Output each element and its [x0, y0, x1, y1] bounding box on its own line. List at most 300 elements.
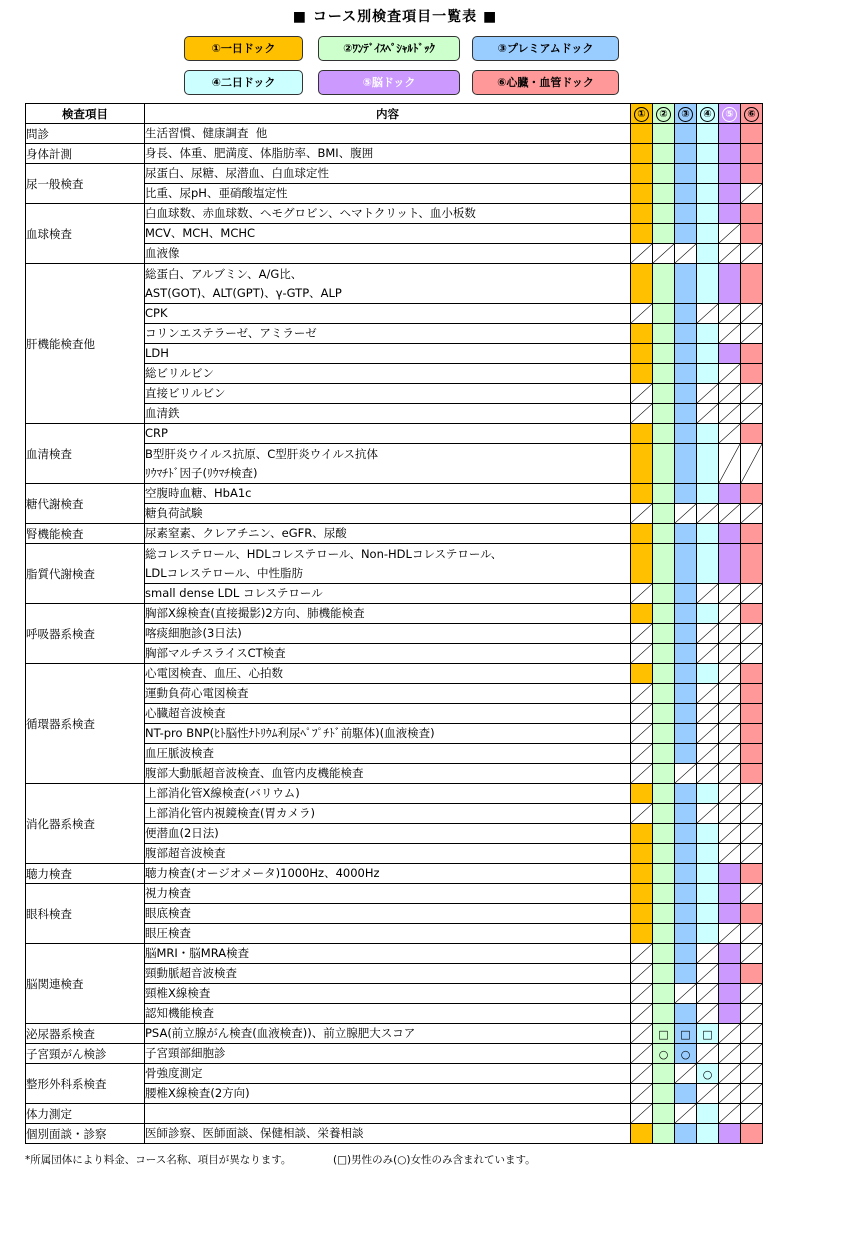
course-1-cell [631, 1084, 653, 1104]
course-2-cell [653, 984, 675, 1004]
item-cell: 尿蛋白、尿糖、尿潜血、白血球定性 [145, 164, 631, 184]
category-cell: 糖代謝検査 [26, 484, 145, 524]
course-3-cell [675, 164, 697, 184]
course-1-cell [631, 604, 653, 624]
category-cell: 尿一般検査 [26, 164, 145, 204]
female-only-mark: ○ [680, 1047, 691, 1061]
course-4-cell [697, 124, 719, 144]
course-1-cell [631, 824, 653, 844]
item-cell: コリンエステラーゼ、アミラーゼ [145, 324, 631, 344]
course-4-cell [697, 804, 719, 824]
not-included-slash [697, 384, 718, 403]
course-6-cell [741, 604, 763, 624]
table-row [26, 784, 763, 804]
course-2-cell [653, 404, 675, 424]
table-row [26, 524, 763, 544]
course-2-cell [653, 264, 675, 304]
not-included-slash [631, 1024, 652, 1043]
course-4-cell [697, 684, 719, 704]
course-3-cell [675, 864, 697, 884]
course-5-cell [719, 784, 741, 804]
course-4-cell [697, 264, 719, 304]
course-2-cell [653, 184, 675, 204]
not-included-slash [675, 1064, 696, 1083]
course-4-cell [697, 324, 719, 344]
course-4-cell [697, 384, 719, 404]
course-2-cell [653, 484, 675, 504]
not-included-slash [675, 984, 696, 1003]
course-3-cell [675, 984, 697, 1004]
course-6-cell [741, 704, 763, 724]
table-row [26, 864, 763, 884]
course-3-cell [675, 484, 697, 504]
course-5-cell [719, 504, 741, 524]
table-row [26, 544, 763, 584]
not-included-slash [631, 244, 652, 263]
item-cell: 糖負荷試験 [145, 504, 631, 524]
course-5-cell [719, 844, 741, 864]
item-cell: 医師診察、医師面談、保健相談、栄養相談 [145, 1124, 631, 1144]
course-4-cell [697, 1124, 719, 1144]
not-included-slash [697, 984, 718, 1003]
course-6-cell [741, 984, 763, 1004]
course-5-cell [719, 204, 741, 224]
course-3-cell [675, 624, 697, 644]
category-cell: 問診 [26, 124, 145, 144]
not-included-slash [741, 1024, 762, 1043]
category-cell: 子宮頸がん検診 [26, 1044, 145, 1064]
not-included-slash [697, 644, 718, 663]
course-2-cell [653, 384, 675, 404]
not-included-slash [719, 304, 740, 323]
not-included-slash [719, 744, 740, 763]
item-cell: 運動負荷心電図検査 [145, 684, 631, 704]
not-included-slash [719, 364, 740, 383]
course-1-cell [631, 944, 653, 964]
item-cell: 胸部X線検査(直接撮影)2方向、肺機能検査 [145, 604, 631, 624]
course-3-cell [675, 944, 697, 964]
table-row [26, 664, 763, 684]
not-included-slash [697, 804, 718, 823]
item-cell: 腹部大動脈超音波検査、血管内皮機能検査 [145, 764, 631, 784]
course-5-cell [719, 724, 741, 744]
course-5-cell [719, 224, 741, 244]
not-included-slash [631, 684, 652, 703]
not-included-slash [631, 744, 652, 763]
course-6-cell [741, 744, 763, 764]
not-included-slash [719, 644, 740, 663]
course-5-cell [719, 1024, 741, 1044]
course-2-cell [653, 724, 675, 744]
course-4-cell [697, 624, 719, 644]
course-2-cell [653, 344, 675, 364]
item-cell: CPK [145, 304, 631, 324]
not-included-slash [719, 604, 740, 623]
not-included-slash [631, 624, 652, 643]
course-4-cell [697, 524, 719, 544]
not-included-slash [697, 704, 718, 723]
course-3-cell [675, 544, 697, 584]
legend-course-1: ①一日ドック [184, 36, 303, 61]
course-2-cell [653, 884, 675, 904]
item-cell: 総蛋白、アルブミン、A/G比、 AST(GOT)、ALT(GPT)、γ-GTP、ALP [145, 264, 631, 304]
not-included-slash [719, 804, 740, 823]
item-cell: 心電図検査、血圧、心拍数 [145, 664, 631, 684]
course-6-cell [741, 1104, 763, 1124]
not-included-slash [631, 304, 652, 323]
course-5-cell [719, 744, 741, 764]
not-included-slash [741, 384, 762, 403]
course-5-cell [719, 1124, 741, 1144]
course-5-cell [719, 444, 741, 484]
not-included-slash [719, 1024, 740, 1043]
table-row [26, 1124, 763, 1144]
table-row [26, 204, 763, 224]
header-course-1: ① [631, 104, 653, 124]
course-5-cell [719, 304, 741, 324]
course-5-cell [719, 544, 741, 584]
course-2-cell [653, 584, 675, 604]
not-included-slash [741, 944, 762, 963]
item-cell: PSA(前立腺がん検査(血液検査))、前立腺肥大スコア [145, 1024, 631, 1044]
course-1-cell [631, 724, 653, 744]
not-included-slash [719, 784, 740, 803]
course-6-cell [741, 184, 763, 204]
course-3-cell [675, 604, 697, 624]
course-4-cell [697, 404, 719, 424]
course-2-cell [653, 664, 675, 684]
item-cell: 認知機能検査 [145, 1004, 631, 1024]
course-2-cell [653, 324, 675, 344]
course-2-cell [653, 144, 675, 164]
course-1-cell [631, 484, 653, 504]
course-5-cell [719, 904, 741, 924]
course-5-cell [719, 1064, 741, 1084]
course-4-cell [697, 944, 719, 964]
male-only-mark: □ [702, 1027, 713, 1041]
course-3-cell [675, 204, 697, 224]
course-1-cell [631, 124, 653, 144]
not-included-slash [631, 1104, 652, 1123]
not-included-slash [631, 644, 652, 663]
course-3-cell [675, 824, 697, 844]
legend-course-6: ⑥心臓・血管ドック [472, 70, 619, 95]
course-3-cell [675, 504, 697, 524]
course-4-cell [697, 764, 719, 784]
not-included-slash [741, 1044, 762, 1063]
course-1-cell [631, 444, 653, 484]
item-cell: 聴力検査(オージオメータ)1000Hz、4000Hz [145, 864, 631, 884]
category-cell: 身体計測 [26, 144, 145, 164]
not-included-slash [697, 504, 718, 523]
not-included-slash [719, 424, 740, 443]
category-cell: 血清検査 [26, 424, 145, 484]
not-included-slash [719, 384, 740, 403]
not-included-slash [719, 504, 740, 523]
female-only-mark: ○ [658, 1047, 669, 1061]
course-3-cell [675, 784, 697, 804]
course-6-cell [741, 624, 763, 644]
course-3-cell [675, 844, 697, 864]
course-2-cell [653, 524, 675, 544]
course-3-cell [675, 1044, 697, 1064]
course-5-cell [719, 824, 741, 844]
item-cell: 便潜血(2日法) [145, 824, 631, 844]
course-4-cell [697, 444, 719, 484]
not-included-slash [631, 584, 652, 603]
not-included-slash [697, 404, 718, 423]
course-4-cell [697, 1084, 719, 1104]
not-included-slash [631, 984, 652, 1003]
item-cell: B型肝炎ウイルス抗原、C型肝炎ウイルス抗体 ﾘｳﾏﾁﾄﾞ因子(ﾘｳﾏﾁ検査) [145, 444, 631, 484]
course-1-cell [631, 344, 653, 364]
course-5-cell [719, 644, 741, 664]
course-2-cell [653, 944, 675, 964]
course-5-cell [719, 764, 741, 784]
course-table [25, 103, 763, 1144]
course-3-cell [675, 324, 697, 344]
course-6-cell [741, 644, 763, 664]
not-included-slash [719, 1084, 740, 1103]
course-2-cell [653, 704, 675, 724]
course-5-cell [719, 864, 741, 884]
course-4-cell [697, 544, 719, 584]
course-3-cell [675, 184, 697, 204]
course-5-cell [719, 1084, 741, 1104]
category-cell: 肝機能検査他 [26, 264, 145, 424]
course-5-cell [719, 1004, 741, 1024]
not-included-slash [675, 764, 696, 783]
course-4-cell [697, 424, 719, 444]
table-header-row [26, 104, 763, 124]
course-4-cell [697, 364, 719, 384]
item-cell: 視力検査 [145, 884, 631, 904]
course-6-cell [741, 1024, 763, 1044]
course-6-cell [741, 404, 763, 424]
table-row [26, 1044, 763, 1064]
course-5-cell [719, 524, 741, 544]
item-cell [145, 1104, 631, 1124]
course-2-cell [653, 124, 675, 144]
category-cell: 聴力検査 [26, 864, 145, 884]
course-1-cell [631, 264, 653, 304]
not-included-slash [631, 724, 652, 743]
course-5-cell [719, 144, 741, 164]
course-4-cell [697, 344, 719, 364]
item-cell: 骨強度測定 [145, 1064, 631, 1084]
course-2-cell [653, 604, 675, 624]
course-4-cell [697, 964, 719, 984]
not-included-slash [719, 764, 740, 783]
category-cell: 循環器系検査 [26, 664, 145, 784]
not-included-slash [719, 404, 740, 423]
course-5-cell [719, 924, 741, 944]
item-cell: 血清鉄 [145, 404, 631, 424]
item-cell: 眼底検査 [145, 904, 631, 924]
course-3-cell [675, 304, 697, 324]
header-item: 検査項目 [26, 104, 145, 124]
course-5-cell [719, 884, 741, 904]
not-included-slash [719, 844, 740, 863]
course-4-cell [697, 504, 719, 524]
course-3-cell [675, 1104, 697, 1124]
course-2-cell [653, 224, 675, 244]
course-3-cell [675, 904, 697, 924]
footnote-legend: (□)男性のみ(○)女性のみ含まれています。 [333, 1154, 536, 1166]
not-included-slash [675, 1104, 696, 1123]
not-included-slash [675, 504, 696, 523]
course-5-cell [719, 624, 741, 644]
item-cell: 直接ビリルビン [145, 384, 631, 404]
course-3-cell [675, 444, 697, 484]
not-included-slash [697, 724, 718, 743]
not-included-slash [719, 664, 740, 683]
course-5-cell [719, 964, 741, 984]
item-cell: 眼圧検査 [145, 924, 631, 944]
legend-course-4: ④二日ドック [184, 70, 303, 95]
course-3-cell [675, 724, 697, 744]
course-1-cell [631, 904, 653, 924]
not-included-slash [631, 1004, 652, 1023]
course-1-cell [631, 804, 653, 824]
not-included-slash [697, 944, 718, 963]
course-3-cell [675, 684, 697, 704]
not-included-slash [631, 704, 652, 723]
table-row [26, 1064, 763, 1084]
course-5-cell [719, 324, 741, 344]
not-included-slash [741, 184, 762, 203]
not-included-slash [741, 624, 762, 643]
course-4-cell [697, 1064, 719, 1084]
course-3-cell [675, 424, 697, 444]
course-3-cell [675, 384, 697, 404]
course-1-cell [631, 984, 653, 1004]
course-2-cell [653, 644, 675, 664]
course-6-cell [741, 264, 763, 304]
not-included-slash [741, 884, 762, 903]
header-course-2: ② [653, 104, 675, 124]
course-5-cell [719, 404, 741, 424]
course-6-cell [741, 1044, 763, 1064]
not-included-slash [719, 444, 740, 483]
course-4-cell [697, 744, 719, 764]
course-6-cell [741, 524, 763, 544]
course-3-cell [675, 804, 697, 824]
course-1-cell [631, 304, 653, 324]
not-included-slash [741, 304, 762, 323]
course-1-cell [631, 744, 653, 764]
course-6-cell [741, 384, 763, 404]
item-cell: 総ビリルビン [145, 364, 631, 384]
not-included-slash [719, 244, 740, 263]
course-2-cell [653, 804, 675, 824]
course-6-cell [741, 804, 763, 824]
table-row [26, 1024, 763, 1044]
not-included-slash [631, 764, 652, 783]
course-6-cell [741, 244, 763, 264]
item-cell: 喀痰細胞診(3日法) [145, 624, 631, 644]
course-4-cell [697, 844, 719, 864]
course-2-cell [653, 864, 675, 884]
course-6-cell [741, 444, 763, 484]
course-3-cell [675, 1084, 697, 1104]
not-included-slash [675, 244, 696, 263]
course-4-cell [697, 244, 719, 264]
course-1-cell [631, 644, 653, 664]
course-2-cell [653, 504, 675, 524]
course-5-cell [719, 944, 741, 964]
item-cell: 胸部マルチスライスCT検査 [145, 644, 631, 664]
not-included-slash [741, 824, 762, 843]
course-6-cell [741, 304, 763, 324]
course-2-cell [653, 444, 675, 484]
course-4-cell [697, 824, 719, 844]
not-included-slash [741, 1064, 762, 1083]
course-4-cell [697, 204, 719, 224]
course-6-cell [741, 1004, 763, 1024]
item-cell: MCV、MCH、MCHC [145, 224, 631, 244]
course-5-cell [719, 804, 741, 824]
course-2-cell [653, 1104, 675, 1124]
not-included-slash [741, 504, 762, 523]
course-4-cell [697, 604, 719, 624]
course-4-cell [697, 224, 719, 244]
header-course-4: ④ [697, 104, 719, 124]
footnote: *所属団体により料金、コース名称、項目が異なります。 [25, 1154, 292, 1166]
course-2-cell [653, 964, 675, 984]
category-cell: 個別面談・診察 [26, 1124, 145, 1144]
course-2-cell [653, 924, 675, 944]
course-2-cell [653, 784, 675, 804]
table-row [26, 1104, 763, 1124]
course-5-cell [719, 984, 741, 1004]
course-5-cell [719, 704, 741, 724]
course-5-cell [719, 164, 741, 184]
course-2-cell [653, 844, 675, 864]
course-2-cell [653, 904, 675, 924]
course-6-cell [741, 1064, 763, 1084]
course-2-cell [653, 824, 675, 844]
course-6-cell [741, 944, 763, 964]
item-cell: 身長、体重、肥満度、体脂肪率、BMI、腹囲 [145, 144, 631, 164]
not-included-slash [741, 1104, 762, 1123]
table-row [26, 424, 763, 444]
not-included-slash [719, 224, 740, 243]
not-included-slash [719, 724, 740, 743]
course-4-cell [697, 1104, 719, 1124]
course-2-cell [653, 684, 675, 704]
not-included-slash [631, 384, 652, 403]
not-included-slash [741, 1084, 762, 1103]
not-included-slash [719, 584, 740, 603]
course-4-cell [697, 924, 719, 944]
category-cell: 脳関連検査 [26, 944, 145, 1024]
course-2-cell [653, 204, 675, 224]
course-6-cell [741, 224, 763, 244]
course-3-cell [675, 1004, 697, 1024]
item-cell: 脳MRI・脳MRA検査 [145, 944, 631, 964]
not-included-slash [719, 624, 740, 643]
course-6-cell [741, 764, 763, 784]
course-5-cell [719, 184, 741, 204]
course-5-cell [719, 584, 741, 604]
category-cell: 整形外科系検査 [26, 1064, 145, 1104]
category-cell: 泌尿器系検査 [26, 1024, 145, 1044]
course-4-cell [697, 704, 719, 724]
male-only-mark: □ [680, 1027, 691, 1041]
item-cell: 生活習慣、健康調査 他 [145, 124, 631, 144]
not-included-slash [697, 1004, 718, 1023]
